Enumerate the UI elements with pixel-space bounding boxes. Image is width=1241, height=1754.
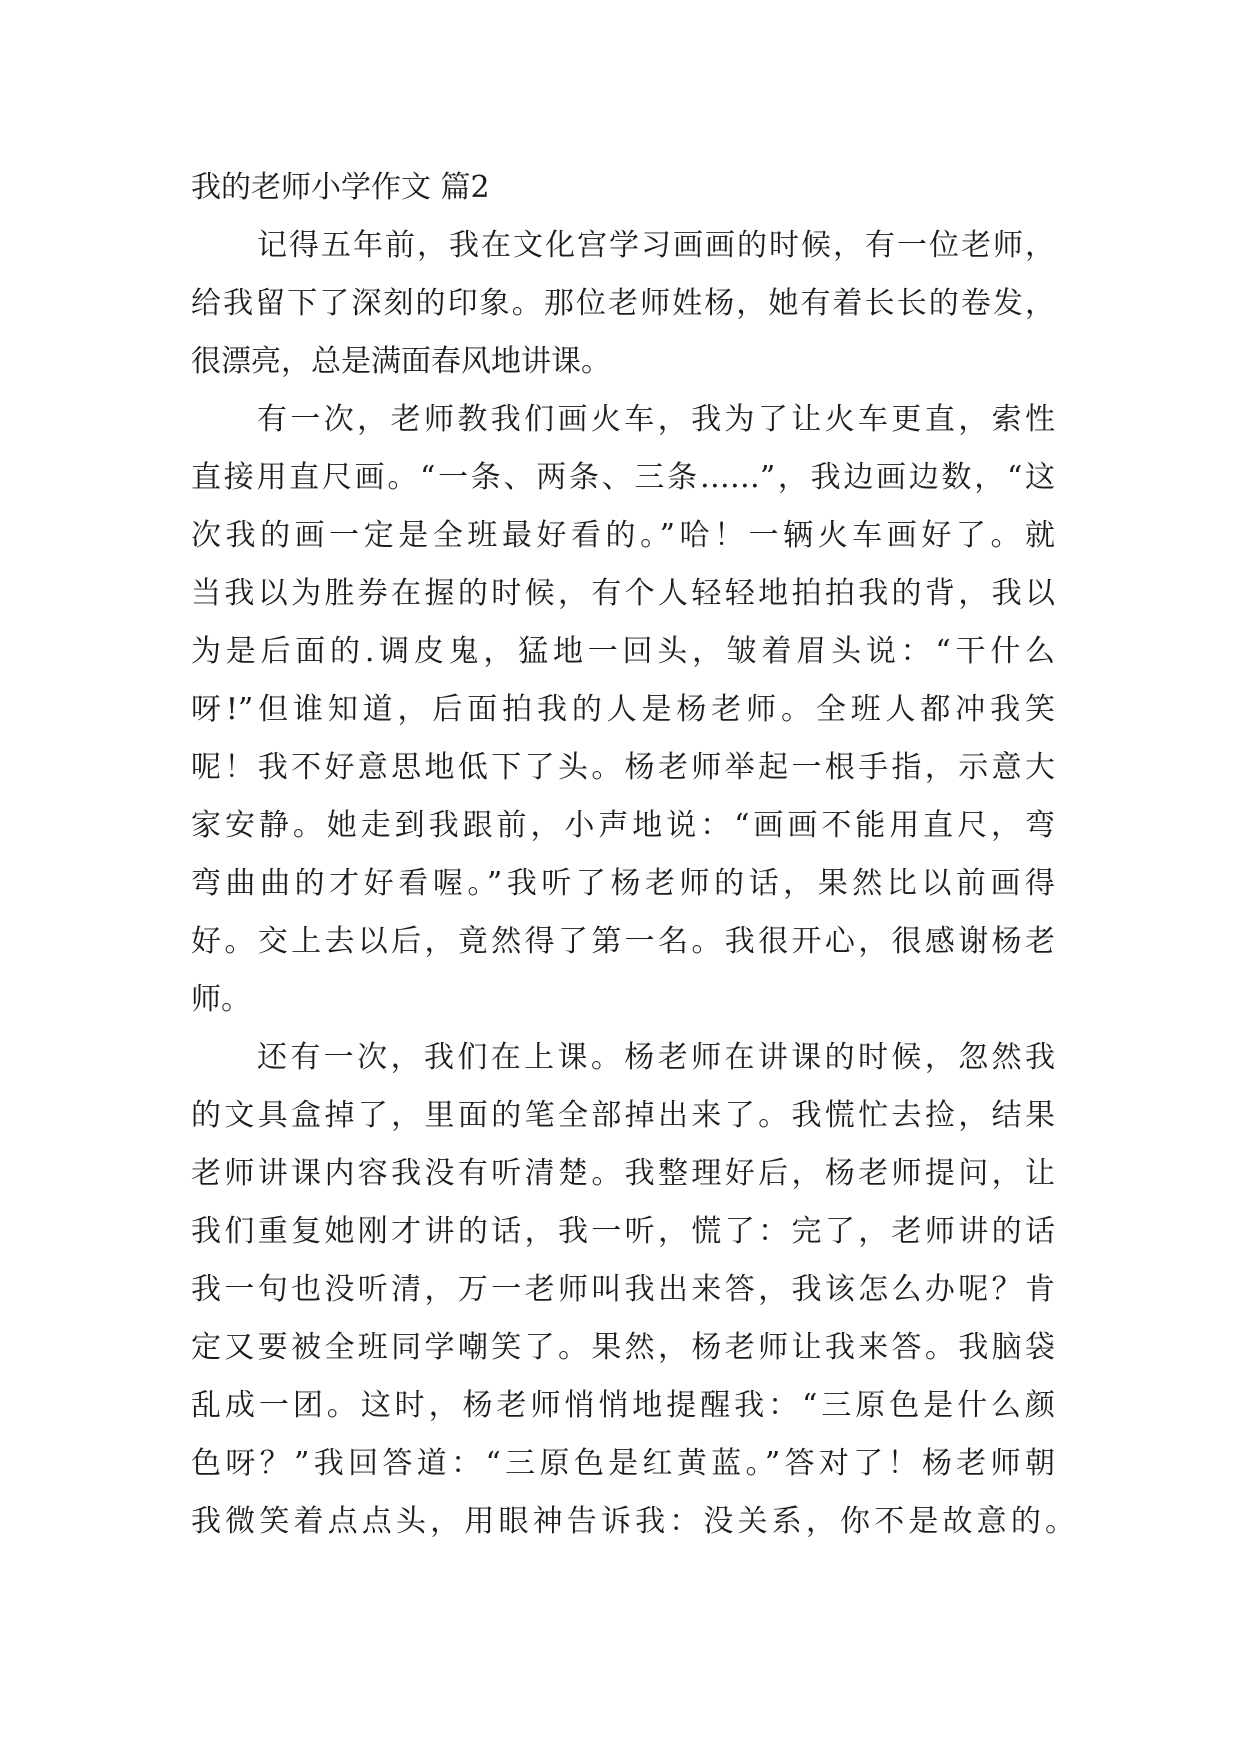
paragraph-2 — [191, 391, 1055, 1029]
paragraph-line: 的文具盒掉了，里面的笔全部掉出来了。我慌忙去捡，结果 — [191, 1098, 1055, 1133]
paragraph-line: 我一句也没听清，万一老师叫我出来答，我该怎么办呢？肯 — [191, 1272, 1055, 1307]
document-title: 我的老师小学作文 篇2 — [191, 170, 490, 205]
paragraph-line: 当我以为胜券在握的时候，有个人轻轻地拍拍我的背，我以 — [191, 576, 1055, 611]
paragraph-line: 很漂亮，总是满面春风地讲课。 — [191, 344, 611, 379]
paragraph-line: 呢！我不好意思地低下了头。杨老师举起一根手指，示意大 — [191, 750, 1055, 785]
paragraph-line: 师。 — [191, 982, 251, 1017]
paragraph-line: 定又要被全班同学嘲笑了。果然，杨老师让我来答。我脑袋 — [191, 1330, 1055, 1365]
paragraph-3 — [191, 1029, 1075, 1551]
paragraph-line: 好。交上去以后，竟然得了第一名。我很开心，很感谢杨老 — [191, 924, 1055, 959]
paragraph-line: 为是后面的.调皮鬼，猛地一回头，皱着眉头说：“干什么 — [191, 634, 1055, 669]
paragraph-line: 家安静。她走到我跟前，小声地说：“画画不能用直尺，弯 — [191, 808, 1055, 843]
paragraph-line: 我们重复她刚才讲的话，我一听，慌了：完了，老师讲的话 — [191, 1214, 1055, 1249]
paragraph-line: 呀!”但谁知道，后面拍我的人是杨老师。全班人都冲我笑 — [191, 692, 1055, 727]
paragraph-line: 弯曲曲的才好看喔。”我听了杨老师的话，果然比以前画得 — [191, 866, 1055, 901]
paragraph-line: 记得五年前，我在文化宫学习画画的时候，有一位老师， — [257, 228, 1055, 263]
paragraph-line: 老师讲课内容我没有听清楚。我整理好后，杨老师提问，让 — [191, 1156, 1055, 1191]
paragraph-line: 色呀？”我回答道：“三原色是红黄蓝。”答对了！杨老师朝 — [191, 1446, 1055, 1481]
paragraph-1 — [191, 217, 1055, 391]
paragraph-line: 还有一次，我们在上课。杨老师在讲课的时候，忽然我 — [257, 1040, 1055, 1075]
paragraph-line: 直接用直尺画。“一条、两条、三条……”，我边画边数，“这 — [191, 460, 1055, 495]
document-body — [191, 159, 1075, 1551]
paragraph-line: 乱成一团。这时，杨老师悄悄地提醒我：“三原色是什么颜 — [191, 1388, 1055, 1423]
paragraph-line: 有一次，老师教我们画火车，我为了让火车更直，索性 — [257, 402, 1055, 437]
paragraph-line: 我微笑着点点头，用眼神告诉我：没关系，你不是故意的。 — [191, 1504, 1075, 1539]
paragraph-line: 给我留下了深刻的印象。那位老师姓杨，她有着长长的卷发， — [191, 286, 1055, 321]
paragraph-line: 次我的画一定是全班最好看的。”哈！一辆火车画好了。就 — [191, 518, 1055, 553]
